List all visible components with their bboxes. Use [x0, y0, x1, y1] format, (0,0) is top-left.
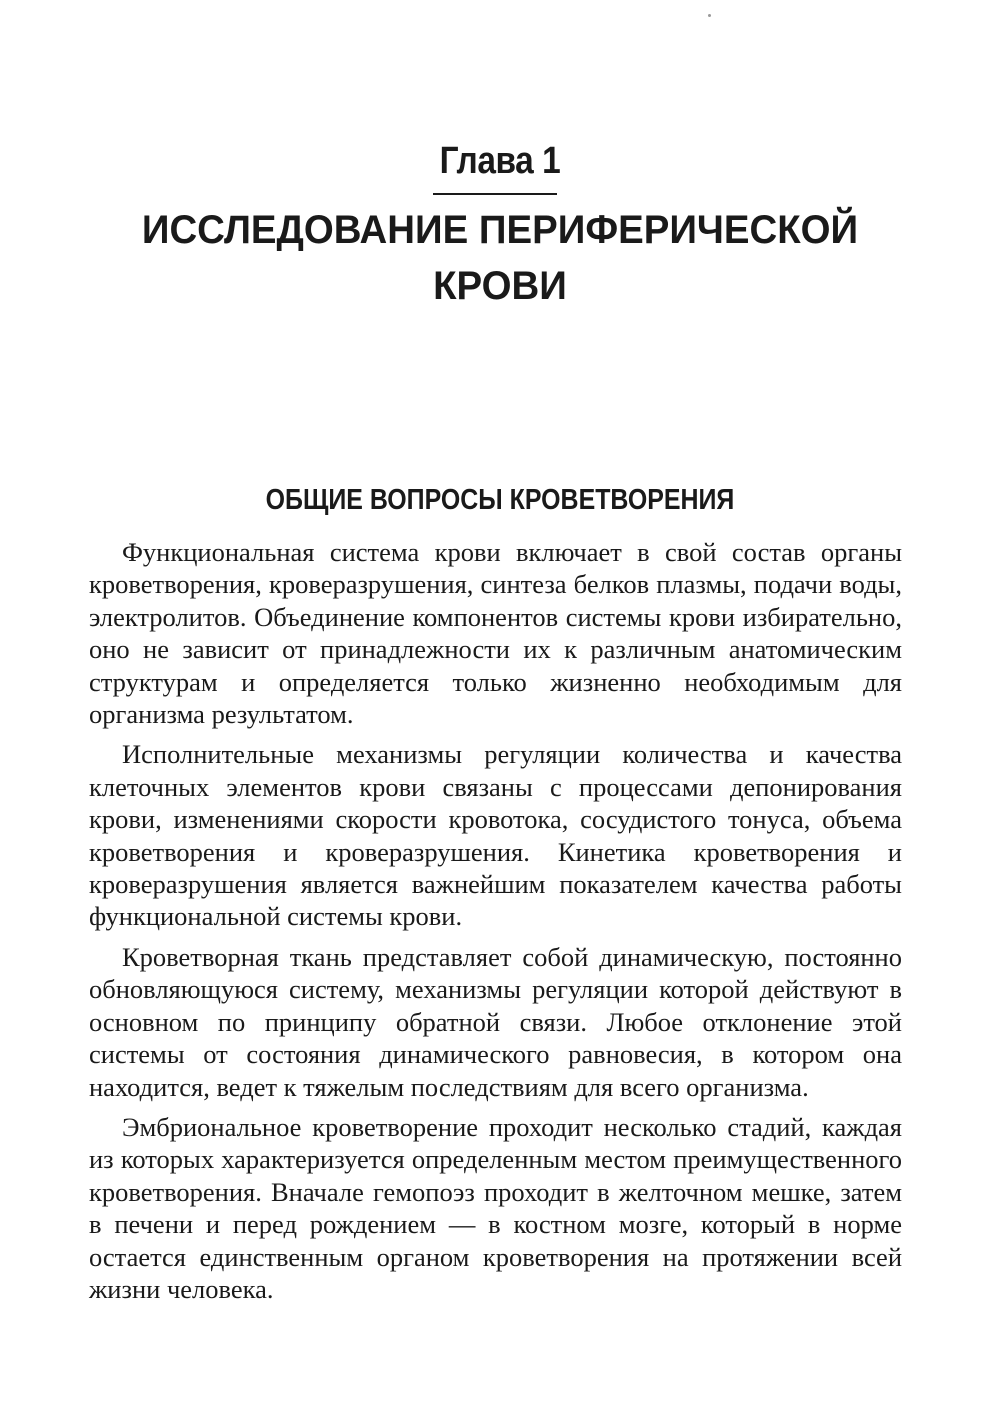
section-heading: ОБЩИЕ ВОПРОСЫ КРОВЕТВОРЕНИЯ: [265, 484, 735, 516]
paragraph-4: Эмбриональное кроветворение проходит несколько стадий, каждая из которых характеризуется определенным местом преимущественного кроветворения. Вначале гемопоэз проходит в желточном мешке, затем в печени и перед рождением — в костном мозге, который в норме остается единственным органом кроветворения на протяжении всей жизни человека.: [89, 1111, 902, 1304]
paragraph-2: Исполнительные механизмы регуляции количества и качества клеточных элементов крови связаны с процессами депонирования крови, изменениями скорости кровотока, сосудистого тонуса, объема кроветворения и кроверазрушения. Кинетика кроветворения и кроверазрушения является важнейшим показателем качества работы функциональной системы крови.: [89, 739, 902, 932]
scan-speck: [708, 14, 711, 17]
chapter-title: [20, 202, 980, 314]
chapter-title-line-2: КРОВИ: [433, 264, 567, 308]
chapter-label: Глава 1: [439, 140, 561, 182]
paragraph-3: Кроветворная ткань представляет собой динамическую, постоянно обновляющуюся систему, механизмы регуляции которой действуют в основном по принципу обратной связи. Любое отклонение этой системы от состояния динамического равновесия, в котором она находится, ведет к тяжелым последствиям для всего организма.: [89, 941, 902, 1102]
chapter-underline: [433, 193, 557, 195]
chapter-title-line-1: ИССЛЕДОВАНИЕ ПЕРИФЕРИЧЕСКОЙ: [141, 208, 859, 252]
body-text: [89, 536, 902, 1313]
paragraph-1: Функциональная система крови включает в свой состав органы кроветворения, кроверазрушения, синтеза белков плазмы, подачи воды, электролитов. Объединение компонентов системы крови избирательно, оно не зависит от принадлежности их к различным анатомическим структурам и определяется только жизненно необходимым для организма результатом.: [89, 537, 902, 730]
